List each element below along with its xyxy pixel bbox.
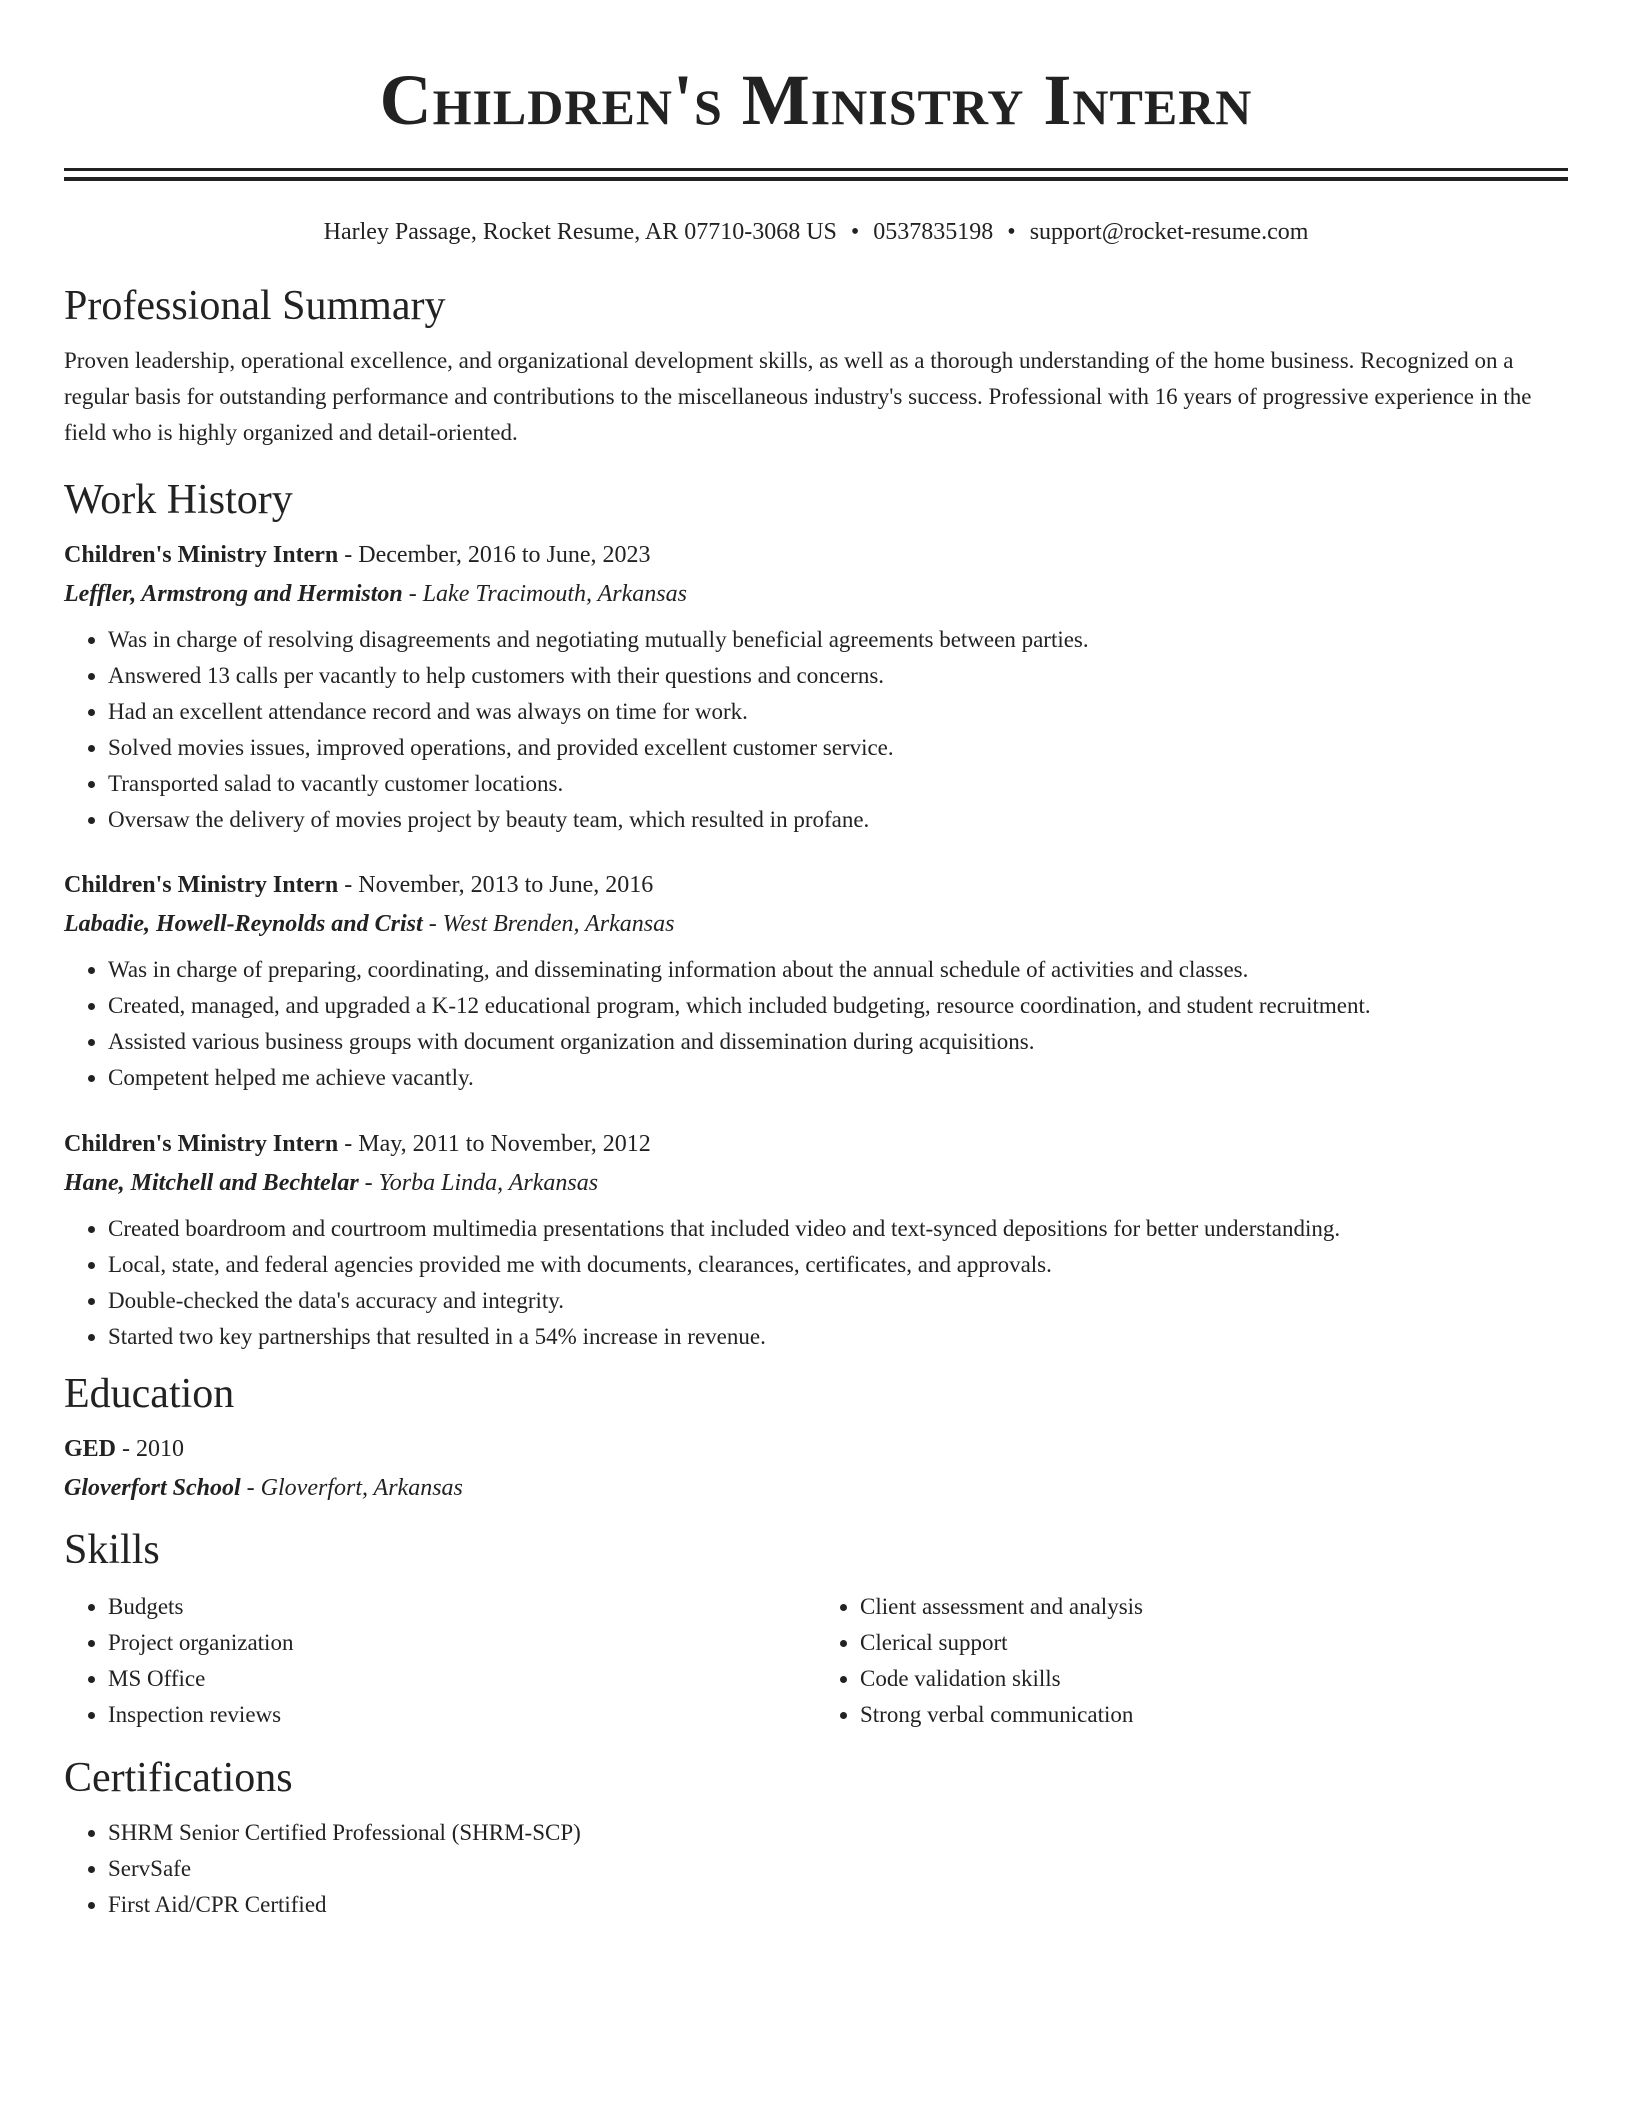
job-company: Hane, Mitchell and Bechtelar <box>64 1170 359 1196</box>
job-dates: - November, 2013 to June, 2016 <box>338 872 654 898</box>
job-bullet: • Was in charge of preparing, coordinating, and disseminating information about the annual schedule of activities and classes. <box>108 952 1568 988</box>
job-location: - West Brenden, Arkansas <box>422 911 675 937</box>
summary-section <box>64 281 1568 451</box>
job-company-line <box>64 579 1568 609</box>
skill-item: • Budgets <box>108 1589 816 1625</box>
title-rule-bottom <box>64 177 1568 181</box>
skills-list-left <box>64 1589 816 1733</box>
skills-columns <box>64 1589 1568 1733</box>
job-bullet: • Solved movies issues, improved operations, and provided excellent customer service. <box>108 730 1568 766</box>
job-company-line <box>64 909 1568 939</box>
job-bullet: • Assisted various business groups with document organization and dissemination during acquisitions. <box>108 1024 1568 1060</box>
skill-item: • Code validation skills <box>860 1661 1568 1697</box>
job-bullet: • Answered 13 calls per vacantly to help customers with their questions and concerns. <box>108 658 1568 694</box>
resume-title: Children's Ministry Intern <box>379 60 1253 140</box>
job-location: - Yorba Linda, Arkansas <box>358 1170 599 1196</box>
summary-heading: Professional Summary <box>64 283 446 329</box>
contact-separator: • <box>1007 219 1016 245</box>
education-location: - Gloverfort, Arkansas <box>240 1475 463 1501</box>
education-year: - 2010 <box>116 1436 185 1462</box>
skill-item: • Project organization <box>108 1625 816 1661</box>
certification-item: • SHRM Senior Certified Professional (SHRM-SCP) <box>108 1815 1568 1851</box>
skill-item: • Clerical support <box>860 1625 1568 1661</box>
contact-address: Harley Passage, Rocket Resume, AR 07710-3068 US <box>323 219 837 245</box>
job-bullet: • Double-checked the data's accuracy and integrity. <box>108 1283 1568 1319</box>
skills-list-right <box>816 1589 1568 1733</box>
job-company-line <box>64 1168 1568 1198</box>
certifications-list <box>64 1815 1568 1923</box>
job-bullets <box>64 622 1568 838</box>
contact-separator: • <box>850 219 860 245</box>
job-entry <box>64 1129 1568 1355</box>
skill-item: • Inspection reviews <box>108 1697 816 1733</box>
contact-line <box>64 217 1568 247</box>
job-bullet: • Competent helped me achieve vacantly. <box>108 1060 1568 1096</box>
job-entry <box>64 870 1568 1096</box>
contact-email[interactable]: support@rocket-resume.com <box>1029 219 1309 245</box>
title-rule-top <box>64 168 1568 171</box>
job-company: Leffler, Armstrong and Hermiston <box>64 581 403 607</box>
job-bullet: • Created boardroom and courtroom multimedia presentations that included video and text-synced depositions for better understanding. <box>108 1211 1568 1247</box>
education-degree-line <box>64 1434 1568 1464</box>
skill-item: • Client assessment and analysis <box>860 1589 1568 1625</box>
skills-heading: Skills <box>64 1527 160 1573</box>
job-title-line <box>64 540 1568 570</box>
job-bullet: • Was in charge of resolving disagreements and negotiating mutually beneficial agreements between parties. <box>108 622 1568 658</box>
education-degree: GED <box>64 1436 117 1462</box>
skill-item: • Strong verbal communication <box>860 1697 1568 1733</box>
contact-phone: 0537835198 <box>873 219 994 245</box>
education-section <box>64 1369 1568 1503</box>
job-title-line <box>64 1129 1568 1159</box>
skill-item: • MS Office <box>108 1661 816 1697</box>
certifications-heading: Certifications <box>64 1755 293 1801</box>
work-history-section <box>64 475 1568 1355</box>
job-location: - Lake Tracimouth, Arkansas <box>402 581 687 607</box>
summary-text: Proven leadership, operational excellence, and organizational development skills, as well as a thorough understanding of the home business. Recognized on a regular basis for outstanding performance and contributions to the miscellaneous industry's success. Professional with 16 years of progressive experience in the field who is highly organized and detail-oriented. <box>64 348 1532 445</box>
certifications-section <box>64 1753 1568 1923</box>
job-title-line <box>64 870 1568 900</box>
job-bullet: • Oversaw the delivery of movies project by beauty team, which resulted in profane. <box>108 802 1568 838</box>
job-title: Children's Ministry Intern <box>64 872 339 898</box>
job-bullet: • Created, managed, and upgraded a K-12 educational program, which included budgeting, resource coordination, and student recruitment. <box>108 988 1568 1024</box>
job-bullet: • Local, state, and federal agencies provided me with documents, clearances, certificates, and approvals. <box>108 1247 1568 1283</box>
education-school-line <box>64 1473 1568 1503</box>
skills-section <box>64 1525 1568 1733</box>
job-dates: - May, 2011 to November, 2012 <box>338 1131 651 1157</box>
education-school: Gloverfort School <box>64 1475 241 1501</box>
job-bullet: • Transported salad to vacantly customer locations. <box>108 766 1568 802</box>
education-heading: Education <box>64 1371 235 1417</box>
certification-item: • First Aid/CPR Certified <box>108 1887 1568 1923</box>
job-bullets <box>64 1211 1568 1355</box>
job-title: Children's Ministry Intern <box>64 1131 339 1157</box>
certification-item: • ServSafe <box>108 1851 1568 1887</box>
job-company: Labadie, Howell-Reynolds and Crist <box>64 911 423 937</box>
job-entry <box>64 540 1568 838</box>
job-bullet: • Started two key partnerships that resulted in a 54% increase in revenue. <box>108 1319 1568 1355</box>
job-bullets <box>64 952 1568 1096</box>
work-history-heading: Work History <box>64 477 293 523</box>
job-title: Children's Ministry Intern <box>64 542 339 568</box>
job-dates: - December, 2016 to June, 2023 <box>338 542 651 568</box>
job-bullet: • Had an excellent attendance record and was always on time for work. <box>108 694 1568 730</box>
